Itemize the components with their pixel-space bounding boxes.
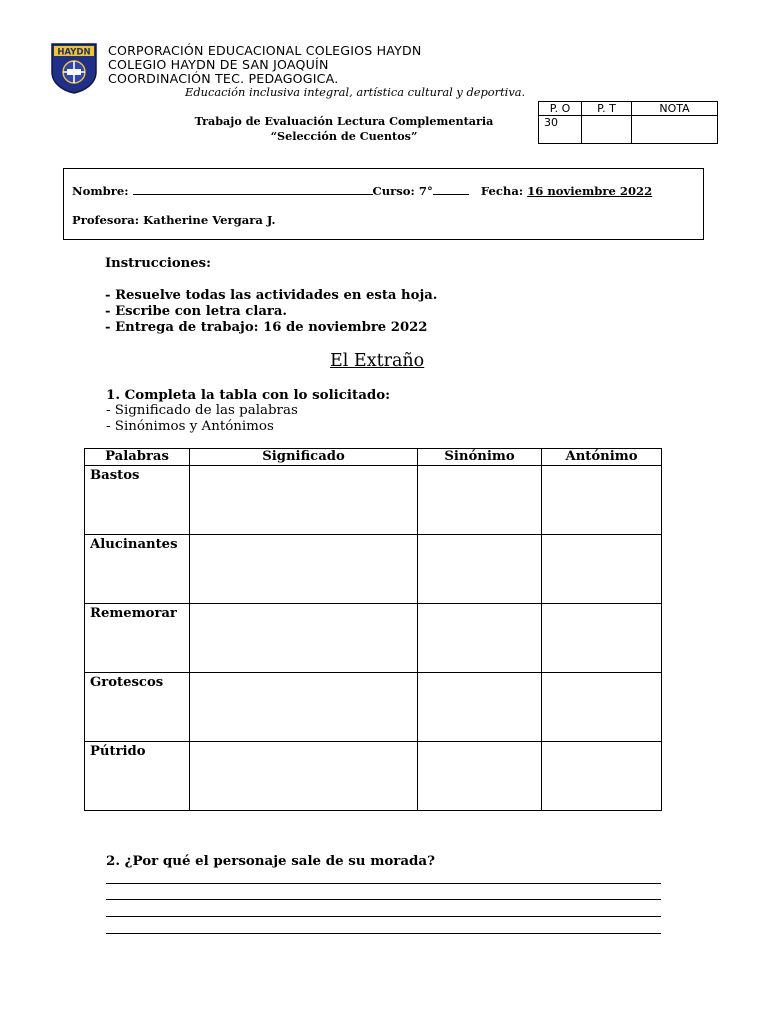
answer-line[interactable] xyxy=(106,883,661,884)
score-header-nota: NOTA xyxy=(632,102,718,116)
course-value: 7° xyxy=(418,184,433,198)
meaning-cell[interactable] xyxy=(190,466,418,535)
instructions-heading: Instrucciones: xyxy=(105,256,211,271)
header-school: COLEGIO HAYDN DE SAN JOAQUÍN xyxy=(108,57,329,72)
word-cell: Grotescos xyxy=(85,673,190,742)
col-sinonimo: Sinónimo xyxy=(418,449,542,466)
answer-line[interactable] xyxy=(106,933,661,934)
question-1-sub-2: - Sinónimos y Antónimos xyxy=(106,419,274,434)
score-table xyxy=(538,101,718,144)
instruction-item-1: - Resuelve todas las actividades en esta hoja. xyxy=(105,288,438,303)
score-po-value: 30 xyxy=(539,116,582,144)
answer-line[interactable] xyxy=(106,899,661,900)
word-cell: Pútrido xyxy=(85,742,190,811)
name-label: Nombre: xyxy=(72,184,129,198)
col-palabras: Palabras xyxy=(85,449,190,466)
logo-text: HAYDN xyxy=(57,47,91,58)
score-header-pt: P. T xyxy=(582,102,632,116)
synonym-cell[interactable] xyxy=(418,673,542,742)
question-1-prompt: 1. Completa la tabla con lo solicitado: xyxy=(106,387,391,403)
table-row xyxy=(85,604,662,673)
header-corporation: CORPORACIÓN EDUCACIONAL COLEGIOS HAYDN xyxy=(108,43,422,58)
header-motto: Educación inclusiva integral, artística cultural y deportiva. xyxy=(185,85,526,99)
score-pt-value[interactable] xyxy=(582,116,632,144)
antonym-cell[interactable] xyxy=(542,673,662,742)
word-cell: Rememorar xyxy=(85,604,190,673)
word-cell: Alucinantes xyxy=(85,535,190,604)
course-label: Curso: xyxy=(372,184,415,198)
synonym-cell[interactable] xyxy=(418,604,542,673)
synonym-cell[interactable] xyxy=(418,466,542,535)
teacher-value: Katherine Vergara J. xyxy=(143,213,276,227)
course-field[interactable] xyxy=(433,184,469,195)
answer-line[interactable] xyxy=(106,916,661,917)
score-header-po: P. O xyxy=(539,102,582,116)
assignment-title: Trabajo de Evaluación Lectura Complementaria xyxy=(194,114,494,128)
vocabulary-header-row xyxy=(85,449,662,466)
meaning-cell[interactable] xyxy=(190,604,418,673)
instruction-item-3: - Entrega de trabajo: 16 de noviembre 2022 xyxy=(105,320,428,335)
col-antonimo: Antónimo xyxy=(542,449,662,466)
antonym-cell[interactable] xyxy=(542,535,662,604)
student-info-line2 xyxy=(72,213,276,227)
header-coordination: COORDINACIÓN TEC. PEDAGOGICA. xyxy=(108,71,339,86)
student-info-line1 xyxy=(72,184,652,198)
score-nota-value[interactable] xyxy=(632,116,718,144)
synonym-cell[interactable] xyxy=(418,742,542,811)
vocabulary-table xyxy=(84,448,662,811)
antonym-cell[interactable] xyxy=(542,742,662,811)
meaning-cell[interactable] xyxy=(190,673,418,742)
table-row xyxy=(85,466,662,535)
synonym-cell[interactable] xyxy=(418,535,542,604)
antonym-cell[interactable] xyxy=(542,466,662,535)
date-label: Fecha: xyxy=(480,184,524,198)
name-field[interactable] xyxy=(133,184,373,195)
word-cell: Bastos xyxy=(85,466,190,535)
meaning-cell[interactable] xyxy=(190,535,418,604)
question-1-sub-1: - Significado de las palabras xyxy=(106,403,298,418)
instruction-item-2: - Escribe con letra clara. xyxy=(105,304,287,319)
table-row xyxy=(85,535,662,604)
antonym-cell[interactable] xyxy=(542,604,662,673)
student-info-box xyxy=(63,168,704,240)
story-title: El Extraño xyxy=(330,351,425,371)
col-significado: Significado xyxy=(190,449,418,466)
question-2-prompt: 2. ¿Por qué el personaje sale de su morada? xyxy=(106,853,435,869)
meaning-cell[interactable] xyxy=(190,742,418,811)
school-logo-shield xyxy=(50,42,98,94)
assignment-subtitle: “Selección de Cuentos” xyxy=(270,129,418,143)
table-row xyxy=(85,673,662,742)
table-row xyxy=(85,742,662,811)
teacher-label: Profesora: xyxy=(72,213,140,227)
date-value: 16 noviembre 2022 xyxy=(527,184,653,198)
